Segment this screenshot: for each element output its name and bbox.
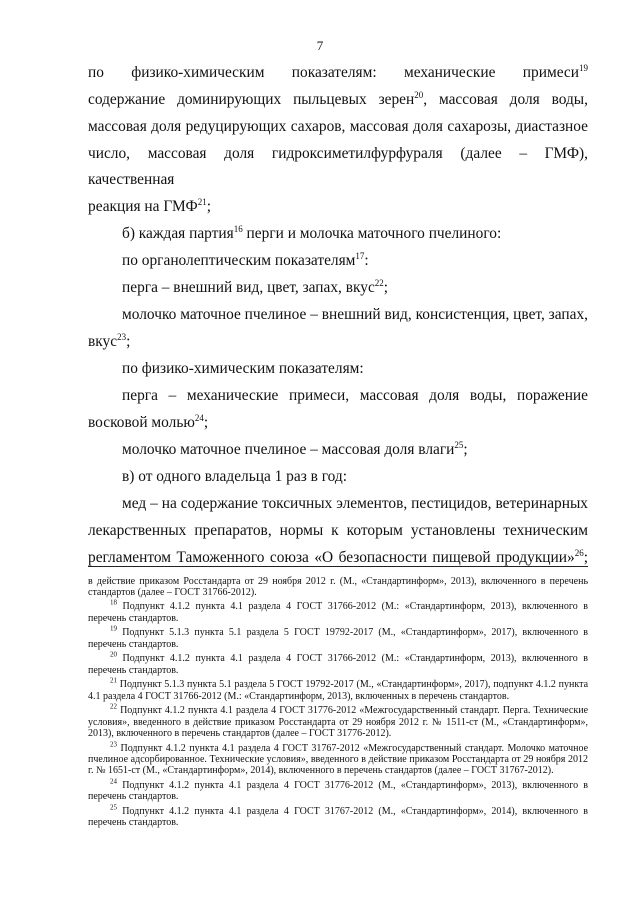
text-line: по органолептическим показателям$^{17}$: — [122, 250, 369, 269]
footnote-19: $^{19}$ Подпункт 5.1.3 пункта 5.1 раздела 5 ГОСТ 19792-2017 (М., «Стандартинформ», 2017), включенного в перечень стандартов. — [88, 625, 589, 650]
text-line: реакция на ГМФ$^{21}$; — [88, 196, 211, 215]
footnote-ref: 20 — [414, 89, 424, 100]
footnote-separator — [88, 566, 588, 567]
text-line: перга – механические примеси, массовая доля воды, поражение — [122, 386, 588, 404]
main-text — [88, 60, 588, 572]
footnote-23: $^{23}$ Подпункт 4.1.2 пункта 4.1 раздела 4 ГОСТ 31767-2012 «Межгосударственный стандарт. Молочко маточное пчелиное адсорбированное. Технические условия», введенного в действие приказом Росстандарта от 29 ноября 2012 г. № 1651-ст (М., «Стандартинформ», 2014), включенного в перечень стандартов (далее – ГОСТ 31767-2012). — [88, 740, 589, 777]
footnote-21: $^{21}$ Подпункт 5.1.3 пункта 5.1 раздела 5 ГОСТ 19792-2017 (М., «Стандартинформ», 2017), подпункт 4.1.2 пункта 4.1 раздела 4 ГОСТ 31766-2012 (М.: «Стандартинформ, 2013), включенных в перечень стандартов. — [88, 677, 589, 702]
text-line: вкус$^{23}$; — [88, 331, 131, 350]
text-line: мед – на содержание токсичных элементов, пестицидов, ветеринарных — [122, 494, 588, 512]
text-line: восковой молью$^{24}$; — [88, 412, 209, 431]
text-line: молочко маточное пчелиное – массовая доля влаги$^{25}$; — [122, 439, 468, 458]
text-line: лекарственных препаратов, нормы к которым установлены техническим — [88, 521, 588, 539]
text-line: молочко маточное пчелиное – внешний вид, консистенция, цвет, запах, — [122, 305, 588, 323]
footnote-ref: 16 — [233, 223, 243, 234]
footnote-ref: 17 — [355, 250, 365, 261]
footnote-25: $^{25}$ Подпункт 4.1.2 пункта 4.1 раздела 4 ГОСТ 31767-2012 (М., «Стандартинформ», 2014), включенного в перечень стандартов. — [88, 803, 589, 829]
footnote-ref: 26 — [574, 547, 584, 558]
footnote-ref: 24 — [194, 412, 204, 423]
footnote-ref: 19 — [579, 62, 588, 73]
footnotes — [88, 576, 588, 832]
page-number: 7 — [316, 38, 324, 53]
footnote-continuation: в действие приказом Росстандарта от 29 ноября 2012 г. (М., «Стандартинформ», 2013), включенного в перечень стандартов (далее – ГОСТ 31766-2012). — [88, 576, 588, 599]
footnote-20: $^{20}$ Подпункт 4.1.2 пункта 4.1 раздела 4 ГОСТ 31766-2012 (М.: «Стандартинформ, 2013), включенного в перечень стандартов. — [88, 651, 589, 676]
text-line: массовая доля редуцирующих сахаров, массовая доля сахарозы, диастазное — [88, 118, 588, 135]
text-line: по физико-химическим показателям: — [122, 359, 364, 377]
text-line: число, массовая доля гидроксиметилфурфураля (далее – ГМФ), качественная — [88, 145, 588, 188]
text-line: содержание доминирующих пыльцевых зерен$^{20}$, массовая доля воды, — [88, 89, 588, 108]
text-line: по физико-химическим показателям: механические примеси$^{19}$ — [88, 62, 588, 81]
footnote-22: $^{22}$ Подпункт 4.1.2 пункта 4.1 раздела 4 ГОСТ 31776-2012 «Межгосударственный стандарт. Перга. Технические условия», введенного в действие приказом Росстандарта от 29 ноября 2012 г. № 1511-ст (М., «Стандартинформ», 2013), включенного в перечень стандартов (далее – ГОСТ 31776-2012). — [88, 703, 589, 739]
text-line: перга – внешний вид, цвет, запах, вкус$^{22}$; — [122, 277, 389, 296]
footnote-ref: 23 — [117, 331, 127, 342]
footnote-24: $^{24}$ Подпункт 4.1.2 пункта 4.1 раздела 4 ГОСТ 31776-2012 (М., «Стандартинформ», 2013), включенного в перечень стандартов. — [88, 777, 589, 803]
text-line: б) каждая партия$^{16}$ перги и молочка маточного пчелиного: — [122, 223, 502, 242]
footnote-ref: 25 — [454, 439, 464, 450]
text-line: регламентом Таможенного союза «О безопасности пищевой продукции»$^{26}$; — [88, 547, 588, 566]
text-line: в) от одного владельца 1 раз в год: — [122, 467, 348, 485]
footnote-ref: 22 — [374, 277, 384, 288]
footnote-18: $^{18}$ Подпункт 4.1.2 пункта 4.1 раздела 4 ГОСТ 31766-2012 (М.: «Стандартинформ, 2013), включенного в перечень стандартов. — [88, 599, 589, 624]
footnote-ref: 21 — [197, 196, 207, 207]
